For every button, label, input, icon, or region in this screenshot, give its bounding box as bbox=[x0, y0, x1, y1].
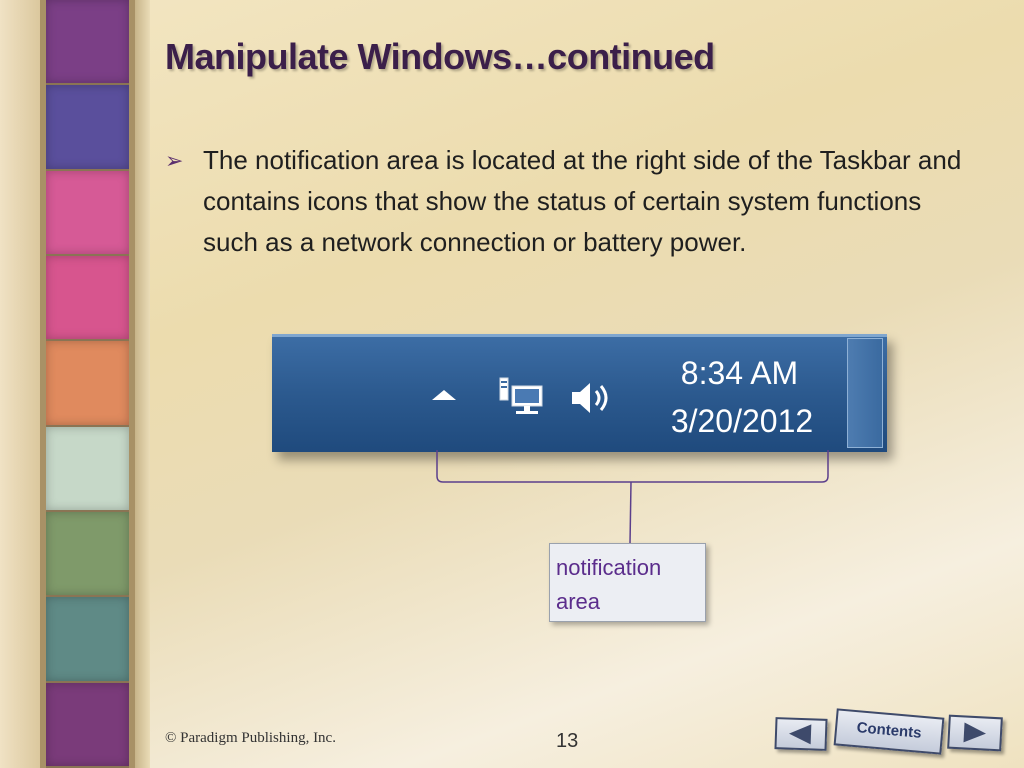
taskbar-notification-area bbox=[272, 334, 887, 452]
color-swatch bbox=[46, 427, 129, 512]
show-hidden-icons-arrow-icon[interactable] bbox=[432, 390, 456, 400]
next-slide-button[interactable] bbox=[947, 715, 1003, 752]
volume-icon[interactable] bbox=[568, 378, 616, 418]
notification-area-callout bbox=[549, 543, 706, 622]
color-swatch bbox=[46, 341, 129, 426]
callout-line-1: notification bbox=[556, 555, 662, 580]
page-number: 13 bbox=[556, 730, 579, 752]
bullet-text: The notification area is located at the right side of the Taskbar and contains icons that show the status of certain system functions such as a network connection or battery power. bbox=[203, 145, 962, 257]
swatch-column bbox=[40, 0, 135, 768]
color-swatch bbox=[46, 85, 129, 170]
show-desktop-button[interactable] bbox=[847, 338, 883, 448]
color-swatch bbox=[46, 597, 129, 682]
bullet-arrow-icon: ➢ bbox=[165, 148, 184, 173]
color-swatch bbox=[46, 683, 129, 768]
clock-date[interactable]: 3/20/2012 bbox=[670, 403, 814, 439]
copyright-text: © Paradigm Publishing, Inc. bbox=[165, 730, 336, 746]
strip-background bbox=[0, 0, 40, 768]
color-swatch bbox=[46, 0, 129, 85]
contents-button[interactable]: Contents bbox=[834, 708, 945, 754]
color-swatch bbox=[46, 512, 129, 597]
network-icon[interactable] bbox=[498, 376, 546, 420]
callout-line-2: area bbox=[556, 589, 601, 614]
color-swatch bbox=[46, 256, 129, 341]
clock-time[interactable]: 8:34 AM bbox=[680, 355, 799, 391]
left-arrow-icon bbox=[777, 719, 826, 749]
color-swatch bbox=[46, 171, 129, 256]
previous-slide-button[interactable] bbox=[774, 717, 827, 751]
right-arrow-icon bbox=[949, 717, 1001, 750]
bullet-point bbox=[165, 140, 975, 263]
slide-title: Manipulate Windows…continued bbox=[165, 36, 715, 77]
strip-edge bbox=[135, 0, 150, 768]
decorative-color-strip bbox=[0, 0, 150, 768]
